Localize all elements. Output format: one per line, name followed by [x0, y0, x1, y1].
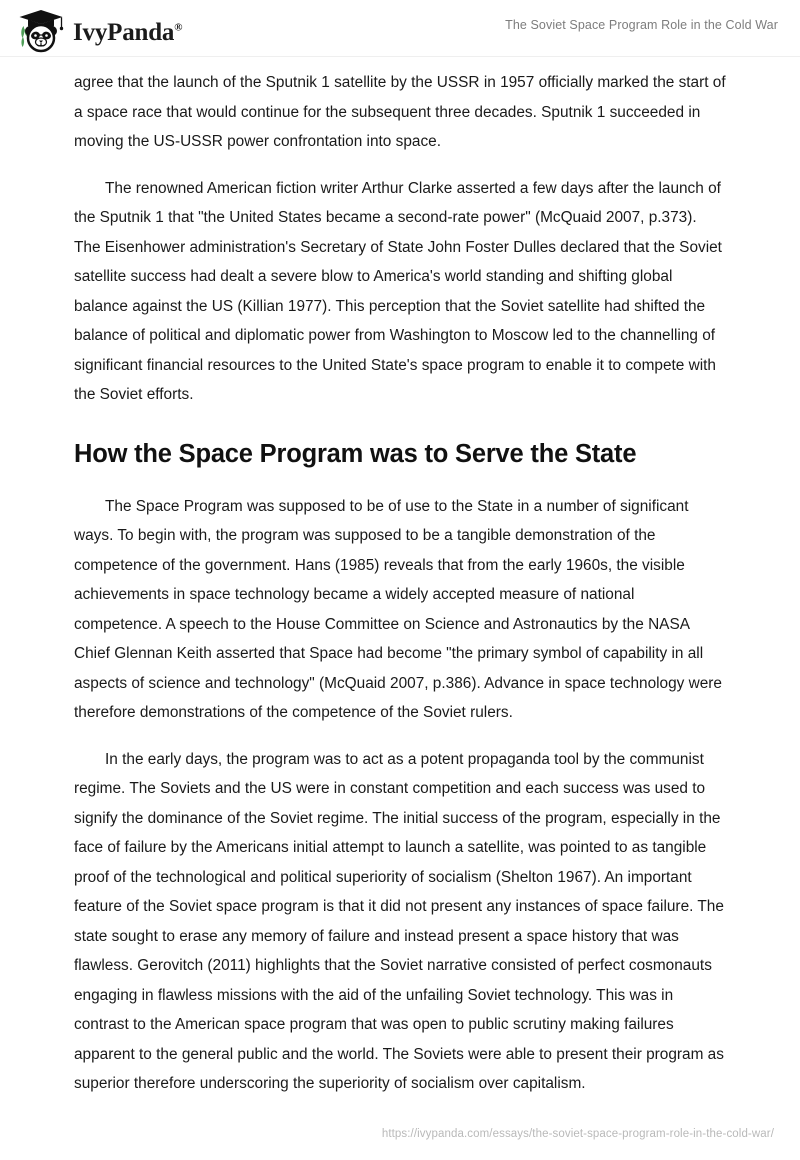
header-divider [0, 56, 800, 57]
brand-name-text: IvyPanda [73, 18, 175, 46]
section-heading: How the Space Program was to Serve the State [74, 439, 637, 468]
page-header [0, 0, 800, 57]
body-paragraph: agree that the launch of the Sputnik 1 satellite by the USSR in 1957 officially marked the start of a space race that would continue for the subsequent three decades. Sputnik 1 succeeded in moving the US-USSR power confrontation into space. [74, 74, 726, 150]
document-body [74, 68, 726, 1116]
body-paragraph: In the early days, the program was to act as a potent propaganda tool by the communist regime. The Soviets and the US were in constant competition and each success was used to signify the dominance of the Soviet regime. The initial success of the program, especially in the face of failure by the Americans initial attempt to launch a satellite, was pointed to as tangible proof of the technological and political superiority of socialism (Shelton 1967). An important feature of the Soviet space program is that it did not present any instances of space failure. The state sought to erase any memory of failure and instead present a space history that was flawless. Gerovitch (2011) highlights that the Soviet narrative consisted of perfect cosmonauts engaging in flawless missions with the aid of the unfailing Soviet technology. This was in contrast to the American space program that was open to public scrutiny making failures apparent to the general public and the world. The Soviets were able to present their program as superior therefore underscoring the superiority of socialism over capitalism. [74, 750, 724, 1092]
body-paragraph: The renowned American fiction writer Arthur Clarke asserted a few days after the launch of the Sputnik 1 that "the United States became a second-rate power" (McQuaid 2007, p.373). The Eisenhower administration's Secretary of State John Foster Dulles declared that the Soviet satellite success had dealt a severe blow to America's world standing and shifting global balance against the US (Killian 1977). This perception that the Soviet satellite had shifted the balance of political and diplomatic power from Washington to Moscow led to the channelling of significant financial resources to the United State's space program to enable it to compete with the Soviet efforts. [74, 179, 722, 403]
header-document-title: The Soviet Space Program Role in the Cold War [505, 18, 778, 32]
brand-name [73, 20, 182, 45]
brand-logo[interactable] [18, 9, 182, 53]
panda-graduation-cap-logo-icon [18, 9, 64, 53]
body-paragraph: The Space Program was supposed to be of use to the State in a number of significant ways. To begin with, the program was supposed to be a tangible demonstration of the competence of the government. Hans (1985) reveals that from the early 1960s, the visible achievements in space technology became a widely accepted measure of national competence. A speech to the House Committee on Science and Astronautics by the NASA Chief Glennan Keith asserted that Space had become "the primary symbol of capability in all aspects of science and technology" (McQuaid 2007, p.386). Advance in space technology were therefore demonstrations of the competence of the Soviet rulers. [74, 497, 722, 721]
page-footer [0, 1124, 800, 1142]
registered-mark: ® [174, 21, 183, 34]
footer-source-url[interactable]: https://ivypanda.com/essays/the-soviet-space-program-role-in-the-cold-war/ [381, 1128, 774, 1140]
